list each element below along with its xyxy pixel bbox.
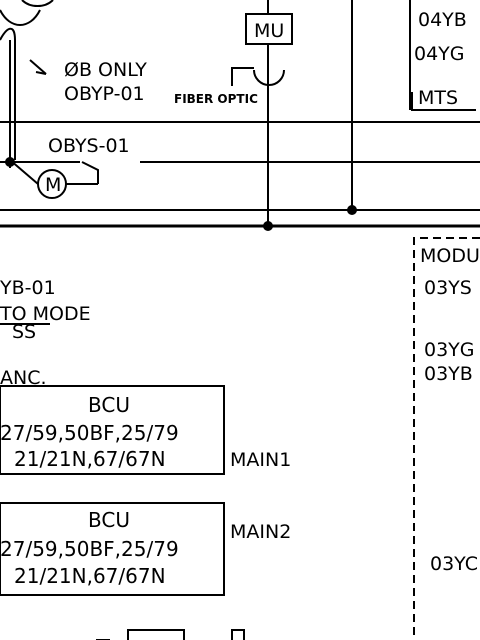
right-top-label-2: 04YG [414,43,465,65]
o3yb-label: 03YB [424,363,473,385]
main1-label: MAIN1 [230,449,292,471]
obys-label: OBYS-01 [48,135,130,157]
top-arc-right [0,29,15,160]
to-mode-label: TO MODE [0,303,91,325]
ss-label: SS [12,321,37,343]
bcu-2-line1: 27/59,50BF,25/79 [0,537,179,561]
top-arc-left [0,10,40,25]
fiber-optic-label: FIBER OPTIC [174,92,258,106]
junction-dot [5,157,15,167]
bcu-1-line1: 27/59,50BF,25/79 [0,421,179,445]
phase-arrow [30,60,46,74]
phase-b-only-label: ØB ONLY [64,59,147,81]
bcu-1-title: BCU [88,393,130,417]
o3yc-label: 03YC [430,553,479,575]
right-top-label-1: 04YB [418,9,467,31]
o3yg-label: 03YG [424,339,475,361]
main2-label: MAIN2 [230,521,292,543]
fiber-connector [232,68,254,86]
modu-label: MODU [420,245,480,267]
ct-coil [22,0,53,6]
mu-label: MU [254,20,285,42]
junction-dot [347,205,357,215]
bottom-bracket [232,630,244,640]
motor-label: M [45,174,62,196]
yb01-label: YB-01 [0,277,56,299]
junction-dot [263,221,273,231]
bcu-1-line2: 21/21N,67/67N [14,447,166,471]
anc-label: ANC. [0,367,47,389]
motor-switch [82,162,98,184]
bcu-2-line2: 21/21N,67/67N [14,564,166,588]
o3ys-label: 03YS [424,277,472,299]
bcu-2-title: BCU [88,508,130,532]
mts-label: MTS [418,87,459,109]
bottom-box [128,630,184,640]
obyp-label: OBYP-01 [64,83,145,105]
